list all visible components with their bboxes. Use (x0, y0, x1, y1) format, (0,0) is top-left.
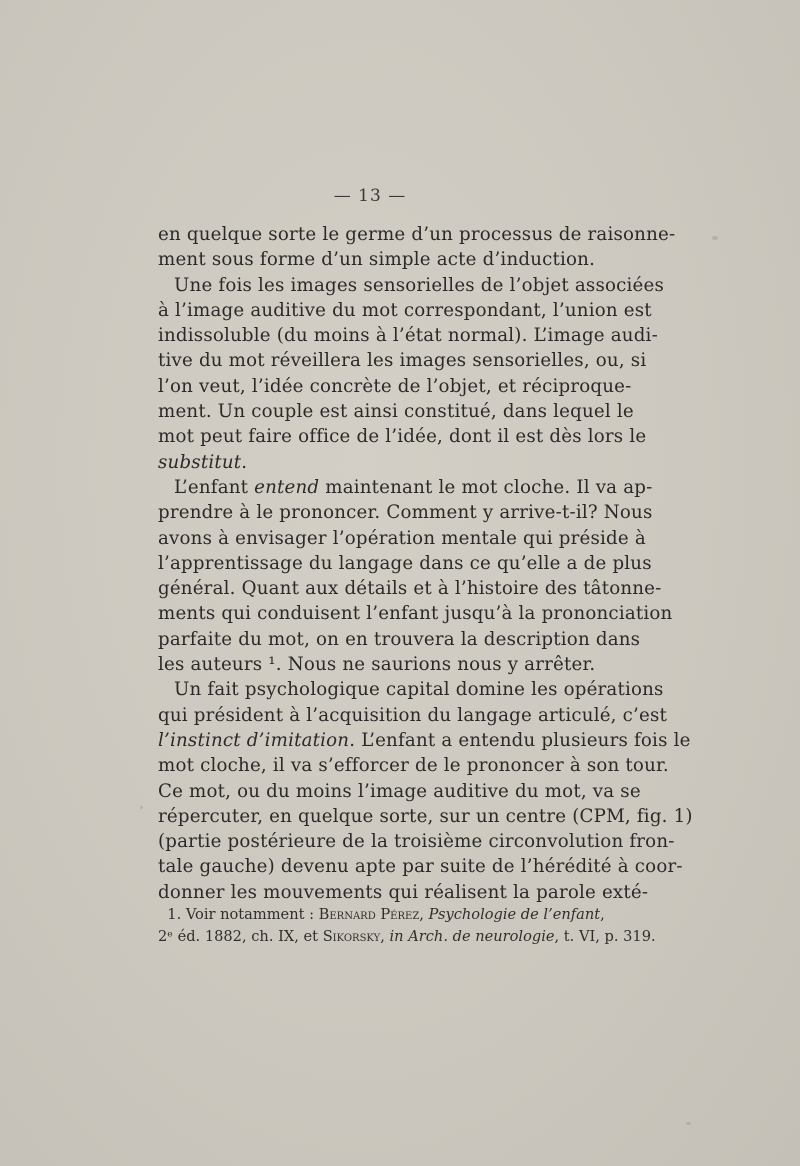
footnote (158, 904, 656, 948)
paragraph-start: Un fait psychologique capital domine les opérations (174, 679, 664, 701)
footnote-author: Sikorsky (322, 928, 381, 945)
paragraph-start: L’enfant entend maintenant le mot cloche. Il va ap- (174, 476, 653, 498)
body-line: en quelque sorte le germe d’un processus de raisonne- (158, 224, 676, 245)
body-line: ments qui conduisent l’enfant jusqu’à la prononciation (158, 603, 673, 625)
footnote-line: 2ᵉ éd. 1882, ch. IX, et Sikorsky, in Arch. de neurologie, t. VI, p. 319. (158, 928, 656, 945)
italic-word: substitut (158, 451, 242, 473)
body-line: parfaite du mot, on en trouvera la description dans (158, 628, 641, 650)
body-line-italic: l’instinct d’imitation. L’enfant a entendu plusieurs fois le (158, 729, 691, 751)
footnote-journal: Arch. de neurologie (408, 928, 555, 945)
body-line: Ce mot, ou du moins l’image auditive du mot, va se (158, 780, 641, 802)
body-line: tale gauche) devenu apte par suite de l’hérédité à coor- (158, 856, 683, 878)
body-line: mot cloche, il va s’efforcer de le prononcer à son tour. (158, 755, 669, 777)
paragraph-start: Une fois les images sensorielles de l’objet associées (174, 274, 664, 296)
body-line: donner les mouvements qui réalisent la parole exté- (158, 881, 649, 903)
italic-phrase: l’instinct d’imitation (158, 729, 350, 751)
paper-speck (712, 236, 718, 240)
footnote-in: in (389, 928, 404, 945)
body-line: ment. Un couple est ainsi constitué, dans lequel le (158, 401, 634, 423)
body-line: tive du mot réveillera les images sensorielles, ou, si (158, 350, 647, 372)
footnote-title: Psychologie de l’enfant (428, 906, 601, 923)
body-line: général. Quant aux détails et à l’histoire des tâtonne- (158, 578, 662, 600)
body-text (158, 222, 693, 905)
body-line-italic: substitut. (158, 451, 248, 473)
footnote-edition: 2ᵉ éd. 1882, ch. IX, et (158, 928, 319, 945)
footnote-author: Bernard Pérez (318, 906, 420, 923)
paper-speck (140, 806, 143, 809)
body-line: indissoluble (du moins à l’état normal). L’image audi- (158, 325, 658, 347)
footnote-lead: Voir notamment : (185, 906, 315, 923)
page-number: — 13 — (333, 186, 407, 206)
body-line: avons à envisager l’opération mentale qui préside à (158, 527, 646, 549)
body-line: mot peut faire office de l’idée, dont il est dès lors le (158, 426, 647, 448)
body-line: à l’image auditive du mot correspondant, l’union est (158, 299, 652, 321)
body-line: prendre à le prononcer. Comment y arrive-t-il? Nous (158, 502, 653, 524)
body-line: ment sous forme d’un simple acte d’induction. (158, 249, 596, 271)
footnote-line: 1. Voir notamment : Bernard Pérez, Psychologie de l’enfant, (167, 906, 605, 923)
body-line: les auteurs ¹. Nous ne saurions nous y arrêter. (158, 654, 596, 676)
body-line: qui président à l’acquisition du langage articulé, c’est (158, 704, 668, 726)
body-line: l’apprentissage du langage dans ce qu’elle a de plus (158, 552, 652, 574)
footnote-marker: 1. (167, 906, 182, 923)
body-line: (partie postérieure de la troisième circonvolution fron- (158, 831, 675, 853)
italic-word: entend (254, 476, 320, 498)
body-line: l’on veut, l’idée concrète de l’objet, et réciproque- (158, 375, 632, 397)
body-line: répercuter, en quelque sorte, sur un centre (CPM, fig. 1) (158, 805, 693, 827)
footnote-volume: t. VI, p. 319. (563, 928, 656, 945)
paper-speck (686, 1122, 691, 1125)
